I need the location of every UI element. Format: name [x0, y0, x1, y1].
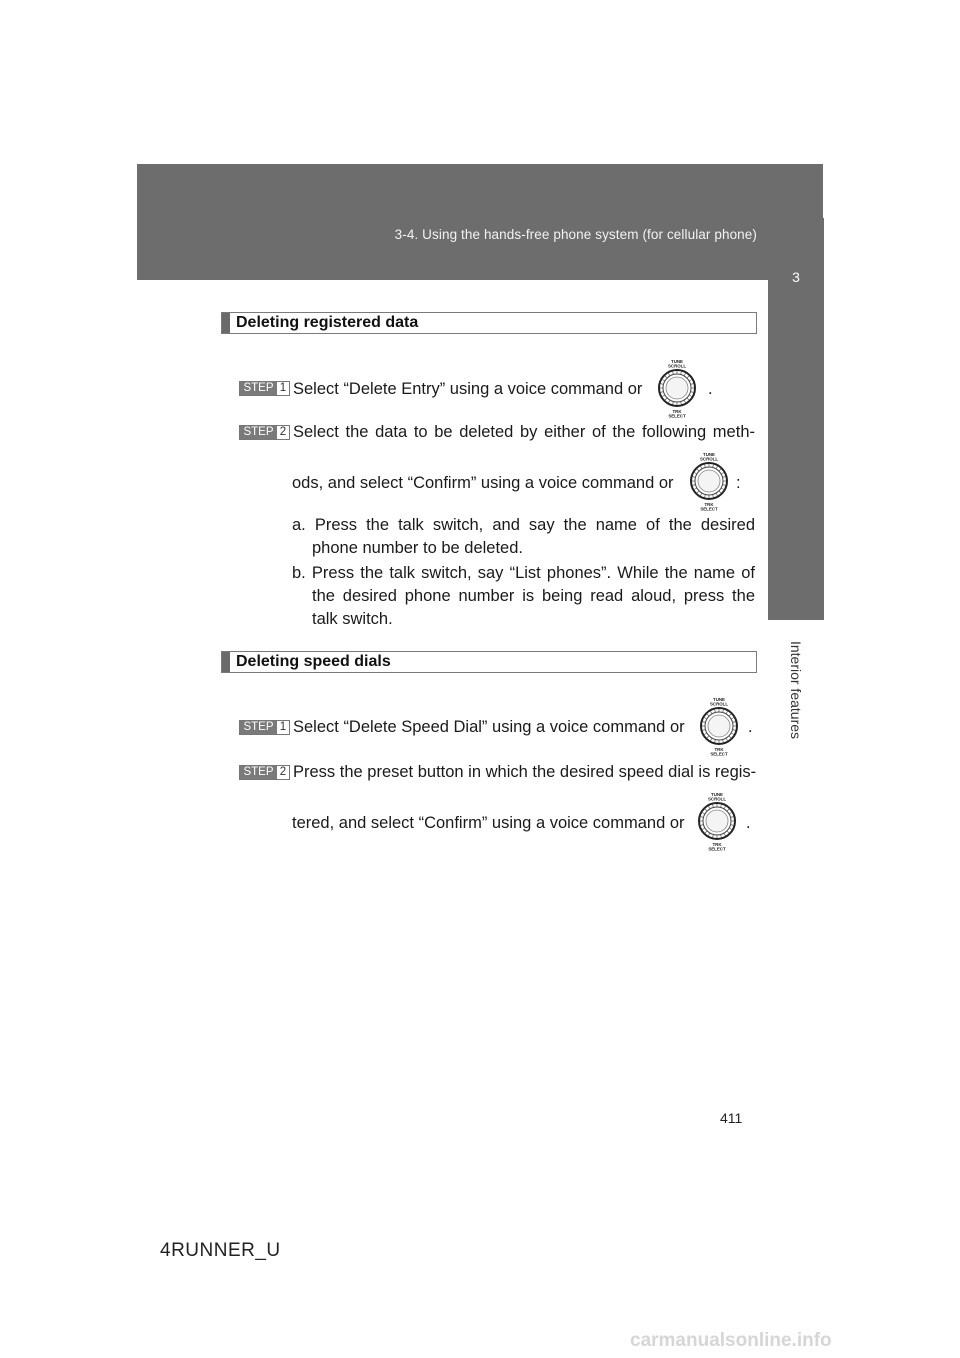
step-text: tered, and select “Confirm” using a voice command or	[292, 814, 685, 832]
step-number: 1	[277, 721, 289, 734]
heading-text: Deleting registered data	[236, 314, 419, 331]
step-text-end: :	[736, 474, 741, 492]
chapter-header	[137, 164, 823, 280]
model-code: 4RUNNER_U	[160, 1240, 281, 1261]
tune-select-knob-icon	[693, 695, 745, 757]
svg-text:TRK: TRK	[704, 502, 714, 507]
svg-text:SELECT: SELECT	[708, 846, 726, 852]
step-text: Select “Delete Entry” using a voice command or	[293, 380, 643, 398]
step-number: 1	[277, 382, 289, 395]
option-a-text: a. Press the talk switch, and say the name of the desired	[292, 516, 755, 534]
svg-text:TUNE: TUNE	[671, 359, 683, 364]
step-text-end: .	[746, 814, 751, 832]
option-b-text: talk switch.	[312, 610, 393, 628]
step-word: STEP	[240, 766, 277, 779]
step-text: Press the preset button in which the desired speed dial is regis-	[293, 763, 757, 781]
step-badge	[239, 720, 290, 735]
step-text: Select “Delete Speed Dial” using a voice command or	[293, 718, 685, 736]
svg-text:TUNE: TUNE	[703, 452, 715, 457]
option-b-text: b. Press the talk switch, say “List phones”. While the name of	[292, 564, 755, 582]
step-number: 2	[277, 426, 289, 439]
chapter-tab	[768, 218, 824, 620]
chapter-label: Interior features	[788, 640, 804, 740]
step-badge	[239, 765, 290, 780]
section-heading-deleting-speed-dials	[221, 651, 757, 673]
svg-text:TRK: TRK	[712, 842, 722, 847]
svg-text:SELECT: SELECT	[700, 506, 718, 512]
svg-text:SCROLL: SCROLL	[709, 701, 729, 707]
step-text-end: .	[748, 718, 753, 736]
step-word: STEP	[240, 426, 277, 439]
heading-marker	[222, 652, 230, 672]
step-number: 2	[277, 766, 289, 779]
page-number: 411	[720, 1110, 743, 1126]
svg-text:SCROLL: SCROLL	[699, 456, 719, 462]
step-text: Select the data to be deleted by either of the following meth-	[293, 423, 755, 441]
svg-text:SCROLL: SCROLL	[667, 363, 687, 369]
svg-text:SCROLL: SCROLL	[707, 796, 727, 802]
chapter-number: 3	[792, 269, 800, 285]
section-title: 3-4. Using the hands-free phone system (for cellular phone)	[394, 227, 757, 242]
svg-text:TRK: TRK	[672, 409, 682, 414]
step-word: STEP	[240, 721, 277, 734]
chapter-tab-label-area	[768, 620, 824, 760]
section-heading-deleting-registered-data	[221, 312, 757, 334]
heading-marker	[222, 313, 230, 333]
tune-select-knob-icon	[691, 790, 743, 852]
svg-text:SELECT: SELECT	[668, 413, 686, 419]
svg-text:TRK: TRK	[714, 747, 724, 752]
step-word: STEP	[240, 382, 277, 395]
step-text-end: .	[708, 380, 713, 398]
tune-select-knob-icon	[683, 450, 735, 512]
option-a-text: phone number to be deleted.	[312, 539, 523, 557]
svg-text:TUNE: TUNE	[713, 697, 725, 702]
tune-select-knob-icon	[651, 357, 703, 419]
heading-text: Deleting speed dials	[236, 653, 391, 670]
step-text: ods, and select “Confirm” using a voice command or	[292, 474, 674, 492]
svg-text:SELECT: SELECT	[710, 751, 728, 757]
step-badge	[239, 381, 290, 396]
watermark: carmanualsonline.info	[630, 1330, 832, 1351]
option-b-text: the desired phone number is being read aloud, press the	[312, 587, 755, 605]
svg-text:TUNE: TUNE	[711, 792, 723, 797]
step-badge	[239, 425, 290, 440]
